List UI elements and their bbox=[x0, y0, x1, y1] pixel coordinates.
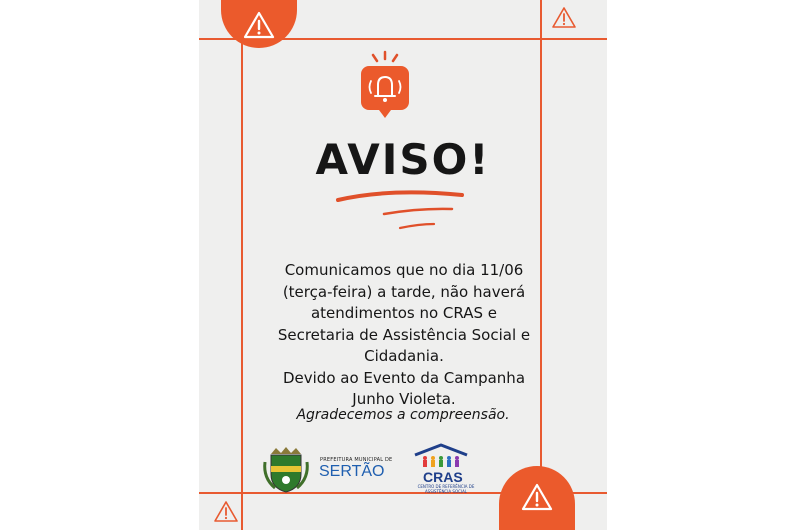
warning-icon bbox=[243, 10, 275, 40]
message-line: Devido ao Evento da Campanha bbox=[282, 368, 526, 387]
notice-poster bbox=[199, 0, 607, 530]
message-line: Comunicamos que no dia 11/06 bbox=[284, 261, 524, 279]
warning-icon bbox=[521, 482, 553, 512]
cras-house-logo bbox=[411, 443, 471, 469]
warning-icon bbox=[551, 6, 577, 30]
cras-name: CRAS bbox=[423, 469, 463, 485]
municipal-crest-logo bbox=[261, 444, 311, 494]
message-line: Cidadania. bbox=[364, 347, 444, 365]
notice-message bbox=[239, 260, 569, 411]
decorative-underline bbox=[334, 186, 469, 234]
prefeitura-label: PREFEITURA MUNICIPAL DE bbox=[320, 457, 393, 463]
notice-title: AVISO! bbox=[315, 135, 491, 184]
city-name: SERTÃO bbox=[319, 463, 385, 480]
warning-badge-top bbox=[221, 0, 297, 48]
cras-subtitle: CENTRO DE REFERÊNCIA DE ASSISTÊNCIA SOCIAL bbox=[417, 484, 475, 494]
message-line: atendimentos no CRAS e bbox=[310, 304, 497, 322]
message-line: (terça-feira) a tarde, não haverá bbox=[282, 282, 526, 301]
warning-icon bbox=[213, 500, 239, 524]
message-line: Secretaria de Assistência Social e bbox=[277, 325, 531, 344]
warning-badge-bottom bbox=[499, 466, 575, 530]
alarm-bell-icon bbox=[358, 50, 412, 122]
thanks-message: Agradecemos a compreensão. bbox=[296, 407, 510, 423]
message-line: Junho Violeta. bbox=[352, 390, 456, 408]
